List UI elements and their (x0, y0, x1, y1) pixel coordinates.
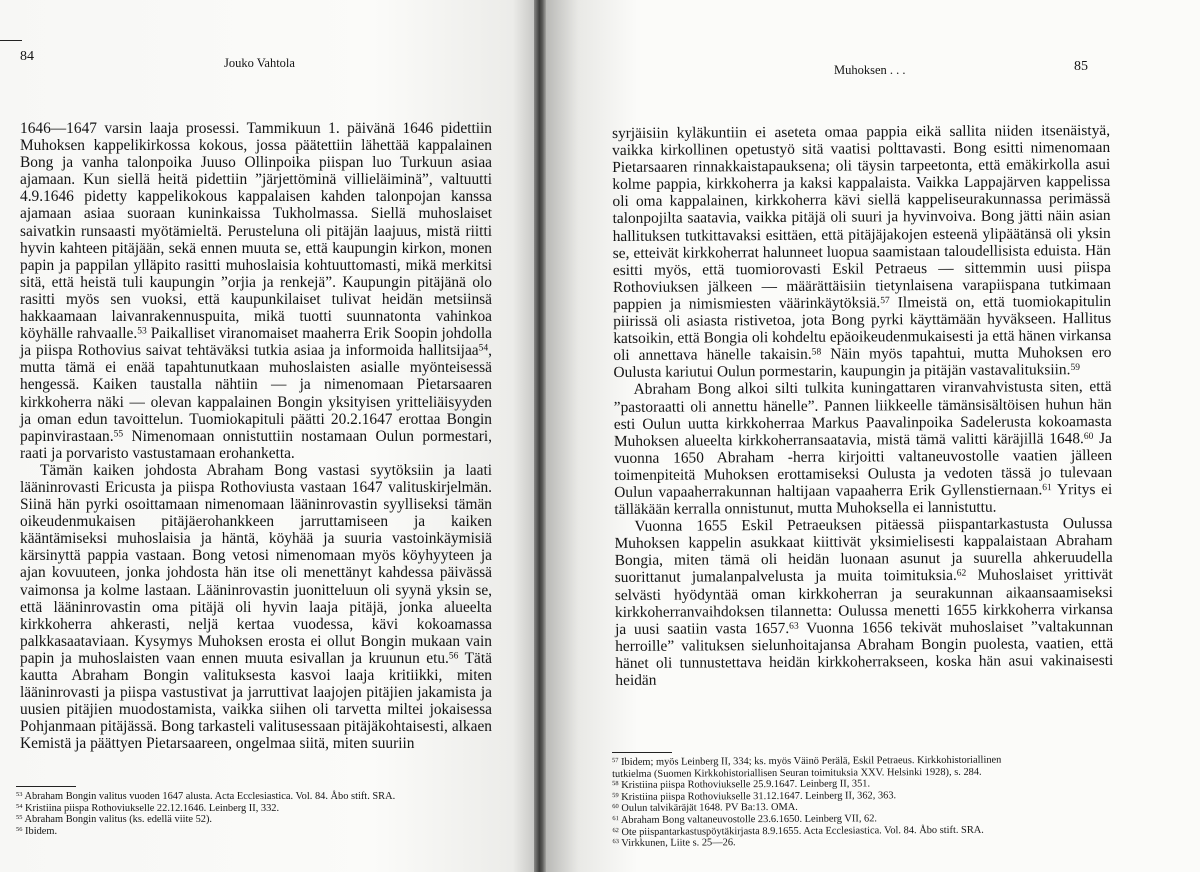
paragraph (612, 122, 1112, 381)
footnote (16, 791, 395, 803)
paragraph (614, 515, 1113, 689)
footnote-ref: 62 (956, 568, 967, 580)
left-body-text (20, 120, 492, 752)
text-run: 1646—1647 varsin laaja prosessi. Tammikuun 1. päivänä 1646 pidettiin Muhoksen kappelikirkossa kokous, jossa päätettiin lähettää kappalainen Bong ja vanha talonpoika Juuso Ollinpoika piispan luo Turkuun asiaa ajamaan. Kun siellä heitä pidettiin ”järjettöminä villieläiminä”, valtuutti 4.9.1646 pidetty kappelikokous kappalaisen kahden talonpojan kanssa ajamaan asiaa suoraan kuninkaissa Tukholmassa. Siellä muhoslaiset saivatkin runsaasti myötämieltä. Perusteluna oli pitäjän laajuus, mistä riitti hyvin kahteen pitäjään, sekä ennen muuta se, että kaupungin kirkon, monen papin ja pappilan ylläpito rasitti muhoslaisia kohtuuttomasti, mikä merkitsi sitä, että heistä tuli kaupungin ”orjia ja renkejä”. Kaupungin pitäjänä olo rasitti myös sen vuoksi, että kaupunkilaiset tulivat heidän metsiinsä hakkaamaan laivanrakennuspuita, mikä tuotti suunnatonta vahinkoa köyhälle rahvaalle. (20, 120, 492, 343)
paragraph (614, 378, 1113, 518)
footnote-rule-left (16, 786, 76, 787)
footnote-text: Kristiina piispa Rothoviukselle 22.12.1646. Leinberg II, 332. (22, 802, 280, 814)
footnote-ref: 56 (448, 650, 459, 662)
footnote (612, 836, 1001, 850)
footnote-number: 59 (612, 791, 619, 799)
text-run: Näin myös tapahtui, mutta Muhoksen ero Oulusta kariutui Oulun pormestarin, kaupungin ja pitäjän vastavalituksiin. (613, 344, 1112, 382)
text-run: Ilmeistä on, että tuomiokapitulin piirissä oli asiasta ristivetoa, jota Bong pyrki käyttämään hyväkseen. Hallitus katsoikin, että Bongia oli kohdeltu epäoikeudenmukaisesti ja että hänen virkansa oli annettava hänelle takaisin. (613, 292, 1112, 365)
footnote-ref: 58 (811, 346, 822, 358)
footnote-number: 53 (16, 791, 23, 799)
text-run: Nimenomaan onnistuttiin nostamaan Oulun pormestari, raati ja porvaristo vastustamaan erohanketta. (20, 427, 492, 462)
right-footnotes (612, 755, 1002, 850)
text-run: Muhoslaiset yrittivät selvästi hyödyntää oman kirkkoherran ja seurakunnan aikaansaamiseksi kirkkoherranvaihdoksen tilannetta: Oulussa menetti 1655 kirkkoherra virkansa ja uusi saatiin vasta 1657. (614, 566, 1114, 638)
footnote-number: 54 (16, 802, 23, 810)
footnote-text: Abraham Bong valtaneuvostolle 23.6.1650. Leinberg VII, 62. (618, 813, 878, 826)
book-gutter (534, 0, 546, 872)
text-run: Tätä kautta Abraham Bongin valituksesta kasvoi laaja kritiikki, miten lääninrovasti ja piispa vastustivat ja jarruttivat laajojen pitäjien jakamista ja uusien pitäjien muodostamista, vaikka siihen oli tarvetta miltei jokaisessa Pohjanmaan pitäjässä. Bong tarkasteli valitusessaan pitäjäkohtaisesti, alkaen Kemistä ja päättyen Pietarsaareen, ongelmaa siitä, miten suuriin (20, 649, 492, 753)
footnote-text: Kristiina piispa Rothoviukselle 31.12.1647. Leinberg II, 362, 363. (618, 790, 897, 803)
page-number-left: 84 (20, 49, 34, 64)
footnote-text: Abraham Bongin valitus vuoden 1647 alusta. Acta Ecclesiastica. Vol. 84. Åbo stift. SRA. (22, 791, 396, 802)
footnote (16, 826, 395, 838)
running-head-left: Jouko Vahtola (224, 56, 295, 70)
footnote-text: Kristiina piispa Rothoviukselle 25.9.1647. Leinberg II, 351. (618, 778, 871, 792)
page-number-right: 85 (1074, 59, 1088, 74)
footnote-ref: 60 (1083, 430, 1094, 442)
footnote-number: 61 (612, 815, 619, 823)
footnote-number: 62 (612, 826, 619, 834)
right-page (546, 0, 1200, 872)
paragraph (20, 462, 492, 753)
footnote-text: tutkielma (Suomen Kirkkohistoriallisen Seuran toimituksia XXV. Helsinki 1928), s. 284. (612, 766, 982, 780)
left-footnotes (16, 791, 395, 837)
footnote-number: 63 (612, 838, 619, 846)
footnote-number: 56 (16, 825, 23, 833)
footnote-rule-right (612, 752, 672, 753)
footnote-ref: 57 (880, 294, 890, 307)
footnote-number: 55 (16, 814, 23, 822)
text-run: Paikalliset viranomaiset maaherra Erik Soopin johdolla ja piispa Rothovius saivat tehtäväksi tutkia asiaa ja informoida hallitsijaa (20, 325, 492, 360)
footnote-number: 57 (612, 757, 619, 765)
text-run: Ja vuonna 1650 Abraham -herra kirjoitti valtaneuvostolle vaatien jälleen toimenpiteitä Muhoksen erottamiseksi Oulusta ja vedoten tässä jo tulevaan Oulun vapaaherrakunnan haltijaan vapaaherra Erik Gyllenstiernaan. (613, 429, 1113, 501)
left-page (0, 0, 534, 872)
footnote-number: 58 (612, 780, 619, 788)
text-run: Yritys ei tälläkään kerralla onnistunut, mutta Muhoksella ei lannistuttu. (614, 480, 1113, 519)
footnote-ref: 59 (1070, 362, 1080, 374)
text-run: , mutta tämä ei enää tapahtunutkaan muhoslaisten asialle myönteisessä hengessä. Kaiken taustalla nähtiin — ja nimenomaan Pietarsaaren kirkkoherra näki — olevan kappalainen Bongin yksityisen yritteliäisyyden ja oman edun tavoittelun. Tuomiokapituli päätti 20.2.1647 erottaa Bongin papinvirastaan. (20, 342, 492, 445)
footnote-number: 60 (612, 803, 619, 811)
footnote-text: Oulun talvikäräjät 1648. PV Ba:13. OMA. (618, 802, 798, 815)
footnote-ref: 55 (113, 428, 124, 440)
right-body-text (612, 122, 1113, 689)
text-run: Abraham Bong alkoi silti tulkita kuningattaren viranvahvistusta siten, että ”pastoraatti oli annettu hänelle”. Pannen liikkeelle tämänsisältöisen huhun hän esti Oulun uutta kirkkoherraa Markus Paavalinpoika Sadelerusta kokoamasta Muhoksen alueelta kirkkoherransaatavia, mistä tämä valitti käräjillä 1648. (613, 378, 1112, 450)
text-run: syrjäisiin kyläkuntiin ei aseteta omaa pappia eikä sallita niiden itsenäistyä, vaikka kirkollinen opetustyö sitä vaatisi polttavasti. Bong esitti nimenomaan Pietarsaaren rinnakkaistapauksena; oli täysin tarpeetonta, että emäkirkolla asui kolme pappia, kirkkoherra ja kaksi kappalaista. Vaikka Lappajärven kappelissa oli oma kappalainen, kirkkoherra kävi siellä kappeliseurakunnassa perimässä talonpojilta saatavia, vaikka pitäjä oli suuri ja hyvinvoiva. Bong jätti näin asian hallituksen tutkittavaksi esittäen, että pitäjäjakojen esteenä ylipäätänsä oli yksin se, etteivät kirkkoherrat halunneet luopua saamistaan taloudellisista eduista. Hän esitti myös, että tuomiorovasti Eskil Petraeus — sittemmin uusi piispa Rothoviuksen jälkeen — määrättäisiin tietynlaisena varapiispana tutkimaan pappien ja nimismiesten väärinkäytöksiä. (612, 121, 1112, 313)
footnote-text: Abraham Bongin valitus (ks. edellä viite 52). (22, 814, 213, 826)
footnote-ref: 53 (137, 325, 147, 337)
top-rule (0, 40, 22, 41)
footnote-text: Ote piispantarkastuspöytäkirjasta 8.9.1655. Acta Ecclesiastica. Vol. 84. Åbo stift. SRA. (618, 824, 984, 838)
footnote-text: Ibidem. (22, 825, 58, 837)
footnote (16, 803, 395, 815)
text-run: Vuonna 1656 tekivät muhoslaiset ”valtakunnan herroille” valituksen sielunhoitajansa Abraham Bongin puolesta, vaatien, että hänet oli tunnustettava heidän kirkkoherrakseen, koska hän asui vakinaisesti heidän (615, 617, 1114, 689)
running-head-right: Muhoksen . . . (834, 63, 906, 77)
footnote-ref: 61 (1042, 482, 1052, 494)
paragraph (20, 120, 492, 462)
text-run: Vuonna 1655 Eskil Petraeuksen pitäessä piispantarkastusta Oulussa Muhoksen kappelin asukkaat kiittivät yksimielisesti kappalaistaan Abraham Bongia, miten tämä oli heidän luonaan asunut ja suurella ahkeruudella suorittanut jumalanpalvelusta ja muita toimituksia. (614, 515, 1113, 587)
footnote (16, 814, 395, 826)
text-run: Tämän kaiken johdosta Abraham Bong vastasi syytöksiin ja laati lääninrovasti Ericusta ja piispa Rothoviusta vastaan 1647 valituskirjelmän. Siinä hän pyrki osoittamaan nimenomaan lääninrovastin syylliseksi tämän oikeudenmukaisen pitäjäerohankkeen jarruttamiseen ja kaiken kääntämiseksi muhoslaisia ja häntä, köyhää ja suuria vastoinkäymisiä kärsinyttä pappia vastaan. Bong vetosi nimenomaan myös köyhyyteen ja ajan kovuuteen, jonka johdosta hän itse oli menettänyt kahdessa päivässä vaimonsa ja kolme lastaan. Lääninrovastin juonitteluun oli syynä yksin se, että lääninrovastin oma pitäjä oli hyvin laaja pitäjä, jonka alueelta kirkkoherra ahkerasti, neljä kertaa vuodessa, kävi kokoamassa palkkasaataviaan. Kysymys Muhoksen erosta ei ollut Bongin mukaan vain papin ja muhoslaisten vaan ennen muuta esivallan ja kruunun etu. (20, 461, 492, 667)
footnote-text: Ibidem; myös Leinberg II, 334; ks. myös Väinö Perälä, Eskil Petraeus. Kirkkohistoriallinen (618, 754, 1002, 768)
footnote-ref: 54 (478, 342, 489, 354)
footnote-ref: 63 (789, 620, 799, 632)
footnote-text: Virkkunen, Liite s. 25—26. (618, 837, 736, 850)
